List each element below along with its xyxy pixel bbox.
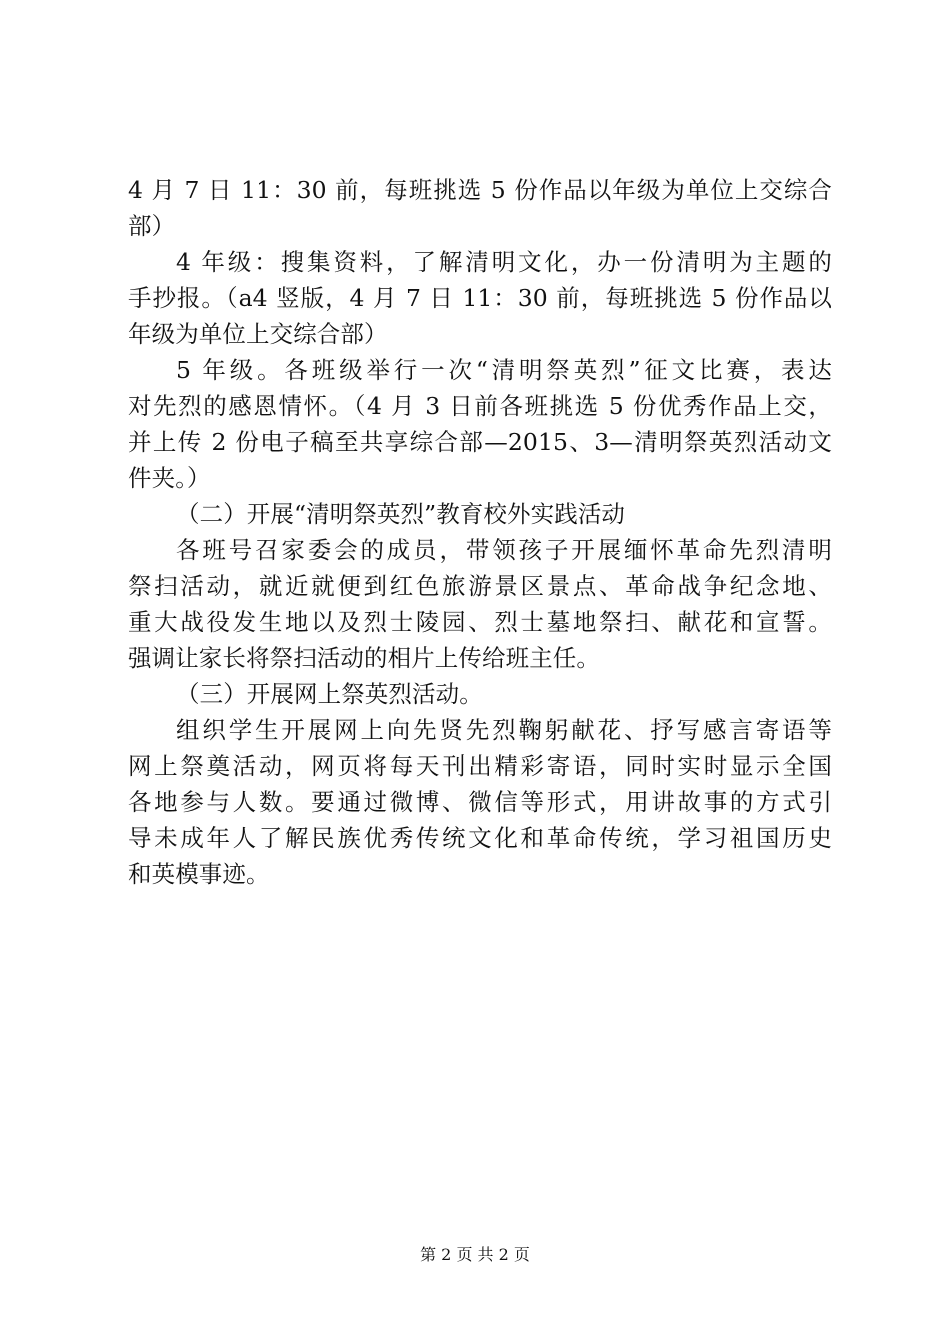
text-line: 4 月 7 日 11：30 前，每班挑选 5 份作品以年级为单位上交综合 [128, 176, 832, 204]
text-line: 各地参与人数。要通过微博、微信等形式，用讲故事的方式引 [128, 788, 832, 816]
heading-line: （二）开展“清明祭英烈”教育校外实践活动 [176, 500, 626, 528]
text-line: 和英模事迹。 [128, 860, 270, 888]
paragraph-4 [128, 172, 832, 244]
text-line: 对先烈的感恩情怀。（4 月 3 日前各班挑选 5 份优秀作品上交， [128, 392, 832, 420]
paragraph-grade-5 [128, 352, 832, 496]
text-line: 4 年级：搜集资料，了解清明文化，办一份清明为主题的 [176, 248, 832, 276]
text-line: 重大战役发生地以及烈士陵园、烈士墓地祭扫、献花和宣誓。 [128, 608, 832, 636]
text-line: 5 年级。各班级举行一次“清明祭英烈”征文比赛，表达 [176, 356, 832, 384]
section-heading-2 [128, 496, 832, 532]
paragraph-grade-4 [128, 244, 832, 352]
text-line: 各班号召家委会的成员，带领孩子开展缅怀革命先烈清明 [176, 536, 832, 564]
text-line: 祭扫活动，就近就便到红色旅游景区景点、革命战争纪念地、 [128, 572, 832, 600]
text-line: 导未成年人了解民族优秀传统文化和革命传统，学习祖国历史 [128, 824, 832, 852]
text-line: 手抄报。（a4 竖版，4 月 7 日 11：30 前，每班挑选 5 份作品以 [128, 284, 832, 312]
paragraph-outdoor-activity [128, 532, 832, 676]
heading-line: （三）开展网上祭英烈活动。 [176, 680, 483, 708]
document-body [128, 172, 832, 892]
page-footer: 第 2 页 共 2 页 [420, 1245, 530, 1264]
text-line: 部） [128, 212, 176, 240]
text-line: 强调让家长将祭扫活动的相片上传给班主任。 [128, 644, 600, 672]
text-line: 件夹。） [128, 464, 211, 492]
text-line: 并上传 2 份电子稿至共享综合部—2015、3—清明祭英烈活动文 [128, 428, 832, 456]
section-heading-3 [128, 676, 832, 712]
paragraph-online-activity [128, 712, 832, 892]
text-line: 网上祭奠活动，网页将每天刊出精彩寄语，同时实时显示全国 [128, 752, 832, 780]
text-line: 组织学生开展网上向先贤先烈鞠躬献花、抒写感言寄语等 [176, 716, 832, 744]
text-line: 年级为单位上交综合部） [128, 320, 388, 348]
